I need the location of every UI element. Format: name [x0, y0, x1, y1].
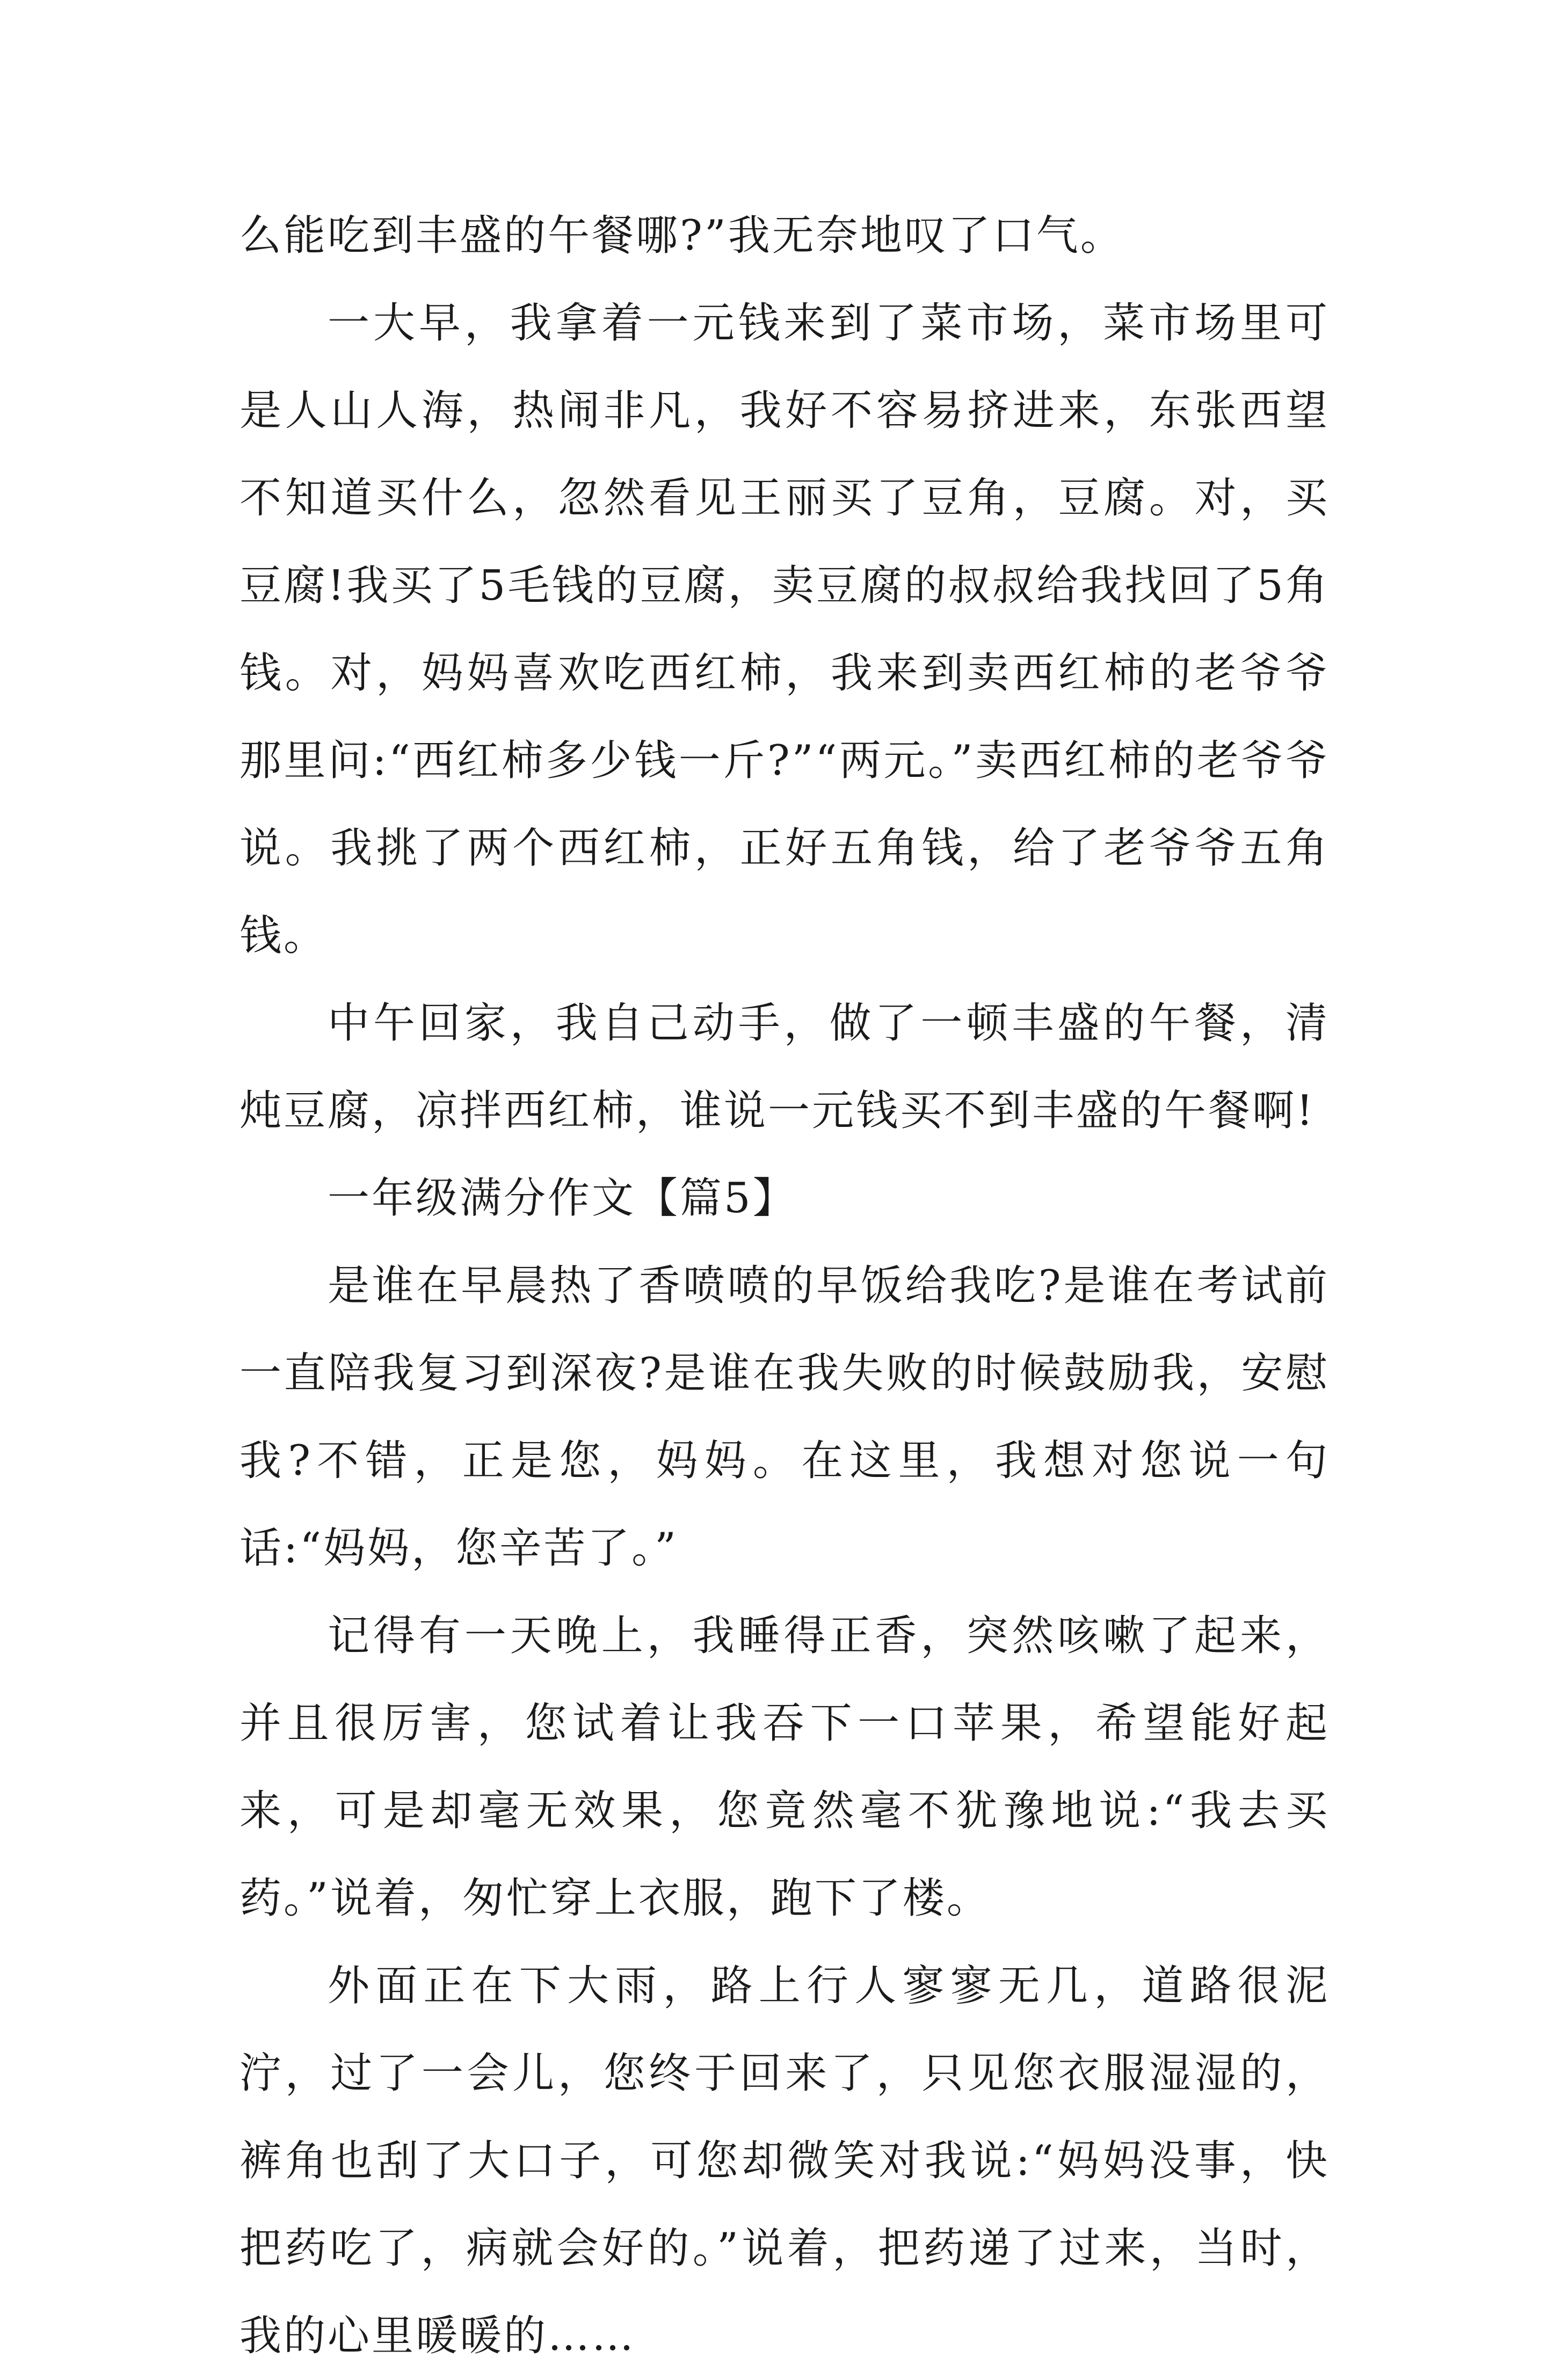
- document-body: [239, 192, 1330, 2380]
- paragraph-continuation: 么能吃到丰盛的午餐哪?”我无奈地叹了口气。: [239, 212, 1124, 260]
- paragraph-lunch: 中午回家，我自己动手，做了一顿丰盛的午餐，清炖豆腐，凉拌西红柿，谁说一元钱买不到丰盛的午餐啊!: [239, 999, 1330, 1135]
- paragraph-cough-night: 记得有一天晚上，我睡得正香，突然咳嗽了起来，并且很厉害，您试着让我吞下一口苹果，希望能好起来，可是却毫无效果，您竟然毫不犹豫地说:“我去买药。”说着，匆忙穿上衣服，跑下了楼。: [239, 1612, 1330, 1923]
- paragraph-mother-intro: 是谁在早晨热了香喷喷的早饭给我吃?是谁在考试前一直陪我复习到深夜?是谁在我失败的时候鼓励我，安慰我?不错，正是您，妈妈。在这里，我想对您说一句话:“妈妈，您辛苦了。”: [239, 1262, 1330, 1573]
- paragraph-rain-return: 外面正在下大雨，路上行人寥寥无几，道路很泥泞，过了一会儿，您终于回来了，只见您衣服湿湿的，裤角也刮了大口子，可您却微笑对我说:“妈妈没事，快把药吃了，病就会好的。”说着，把药递了过来，当时，我的心里暖暖的……: [239, 1962, 1330, 2360]
- paragraph-market: 一大早，我拿着一元钱来到了菜市场，菜市场里可是人山人海，热闹非凡，我好不容易挤进来，东张西望不知道买什么，忽然看见王丽买了豆角，豆腐。对，买豆腐!我买了5毛钱的豆腐，卖豆腐的叔叔给我找回了5角钱。对，妈妈喜欢吃西红柿，我来到卖西红柿的老爷爷那里问:“西红柿多少钱一斤?”“两元。”卖西红柿的老爷爷说。我挑了两个西红柿，正好五角钱，给了老爷爷五角钱。: [239, 299, 1330, 960]
- section-heading: 一年级满分作文【篇5】: [328, 1174, 797, 1222]
